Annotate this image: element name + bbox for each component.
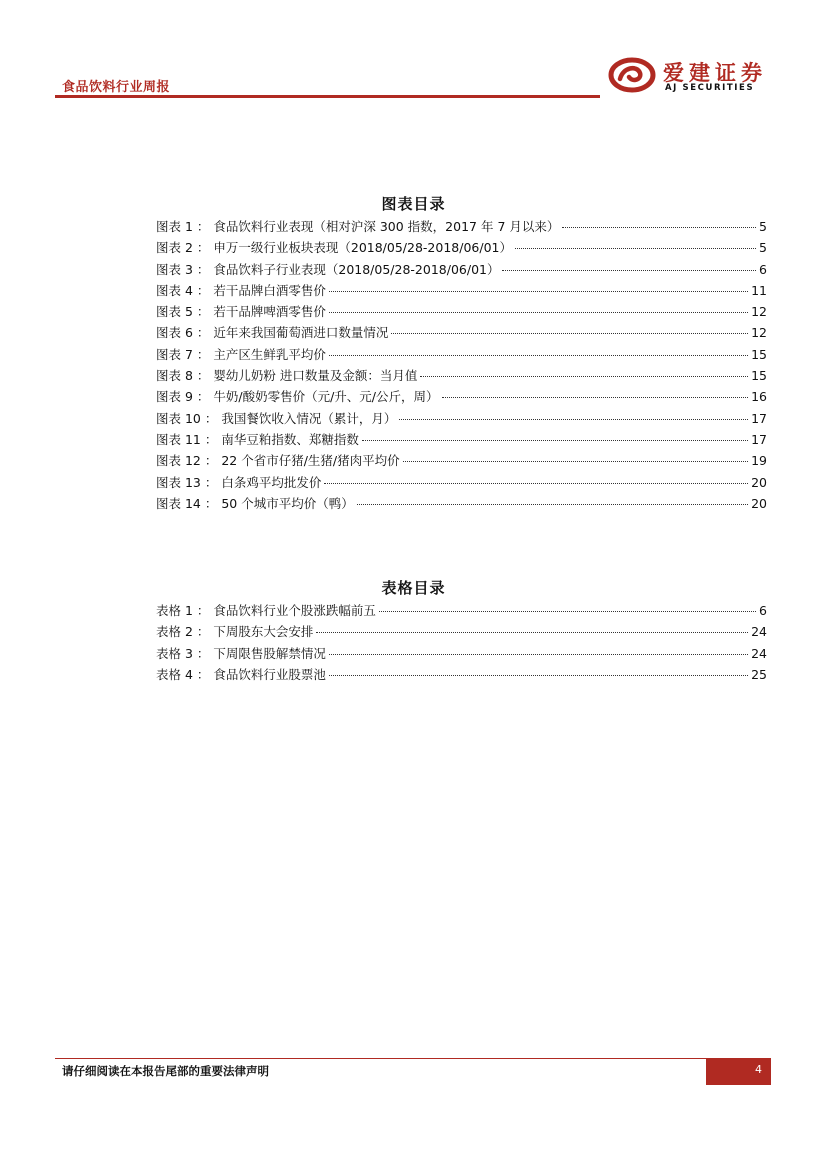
page-number-box <box>706 1059 771 1085</box>
figure-toc-list <box>156 216 767 514</box>
toc-entry-page: 15 <box>751 346 767 362</box>
toc-entry-label: 图表 9 ： 牛奶/酸奶零售价（元/升、元/公斤，周） <box>156 389 439 405</box>
toc-entry-label: 表格 3 ： 下周限售股解禁情况 <box>156 645 326 661</box>
toc-entry-page: 19 <box>751 453 767 469</box>
toc-entry-page: 16 <box>751 389 767 405</box>
toc-entry[interactable] <box>156 259 767 280</box>
toc-dot-leader <box>329 354 748 356</box>
toc-dot-leader <box>362 439 748 441</box>
toc-entry-page: 6 <box>759 261 767 277</box>
toc-entry-label: 图表 7 ： 主产区生鲜乳平均价 <box>156 346 326 362</box>
toc-dot-leader <box>515 247 756 249</box>
toc-entry[interactable] <box>156 450 767 471</box>
toc-dot-leader <box>391 332 748 334</box>
toc-dot-leader <box>399 418 748 420</box>
toc-entry-label: 图表 8 ： 婴幼儿奶粉 进口数量及金额：当月值 <box>156 368 418 384</box>
toc-entry[interactable] <box>156 621 767 642</box>
toc-dot-leader <box>329 674 748 676</box>
page-number: 4 <box>755 1063 762 1076</box>
toc-entry-page: 5 <box>759 240 767 256</box>
toc-entry-label: 图表 6 ： 近年来我国葡萄酒进口数量情况 <box>156 325 389 341</box>
toc-entry-label: 图表 13 ： 白条鸡平均批发价 <box>156 474 322 490</box>
toc-entry[interactable] <box>156 386 767 407</box>
toc-entry-label: 图表 14 ： 50 个城市平均价（鸭） <box>156 495 354 511</box>
toc-entry-label: 图表 3 ： 食品饮料子行业表现（2018/05/28-2018/06/01） <box>156 261 500 277</box>
table-toc-heading: 表格目录 <box>381 579 446 597</box>
toc-entry-page: 11 <box>751 282 767 298</box>
toc-entry[interactable] <box>156 600 767 621</box>
toc-dot-leader <box>329 311 748 313</box>
toc-entry-page: 5 <box>759 219 767 234</box>
toc-entry-page: 15 <box>751 368 767 384</box>
toc-entry[interactable] <box>156 365 767 386</box>
toc-entry-label: 图表 12 ： 22 个省市仔猪/生猪/猪肉平均价 <box>156 453 400 469</box>
toc-dot-leader <box>420 375 748 377</box>
footer-divider <box>55 1058 771 1059</box>
brand-name-cn: 爱建证券 <box>663 61 767 85</box>
brand-mark-icon <box>607 55 657 95</box>
toc-entry-label: 表格 4 ： 食品饮料行业股票池 <box>156 666 326 682</box>
toc-entry-page: 20 <box>751 495 767 511</box>
toc-entry[interactable] <box>156 408 767 429</box>
toc-dot-leader <box>357 503 748 505</box>
toc-dot-leader <box>442 396 749 398</box>
toc-entry[interactable] <box>156 344 767 365</box>
toc-entry[interactable] <box>156 664 767 685</box>
legal-disclaimer: 请仔细阅读在本报告尾部的重要法律声明 <box>62 1064 269 1078</box>
toc-entry-page: 20 <box>751 474 767 490</box>
table-toc-list <box>156 600 767 685</box>
toc-entry-label: 图表 4 ： 若干品牌白酒零售价 <box>156 282 326 298</box>
toc-dot-leader <box>379 610 756 612</box>
report-title: 食品饮料行业周报 <box>62 80 171 95</box>
toc-entry-page: 24 <box>751 645 767 661</box>
toc-dot-leader <box>316 631 748 633</box>
toc-entry-page: 24 <box>751 624 767 640</box>
toc-entry[interactable] <box>156 493 767 514</box>
toc-entry-page: 6 <box>759 603 767 618</box>
toc-dot-leader <box>329 290 748 292</box>
toc-dot-leader <box>403 460 748 462</box>
toc-entry-label: 图表 10 ： 我国餐饮收入情况（累计，月） <box>156 410 397 426</box>
toc-entry-page: 12 <box>751 325 767 341</box>
toc-entry[interactable] <box>156 301 767 322</box>
toc-entry[interactable] <box>156 643 767 664</box>
brand-name-en: AJ SECURITIES <box>665 83 755 93</box>
toc-entry[interactable] <box>156 322 767 343</box>
toc-dot-leader <box>329 653 748 655</box>
toc-entry-page: 25 <box>751 666 767 682</box>
toc-dot-leader <box>562 226 756 228</box>
toc-entry[interactable] <box>156 280 767 301</box>
toc-entry-label: 表格 2 ： 下周股东大会安排 <box>156 624 314 640</box>
toc-entry-label: 表格 1 ： 食品饮料行业个股涨跌幅前五 <box>156 603 376 618</box>
brand-logo <box>607 55 777 95</box>
toc-dot-leader <box>324 482 748 484</box>
toc-entry-label: 图表 5 ： 若干品牌啤酒零售价 <box>156 304 326 320</box>
toc-entry-page: 17 <box>751 431 767 447</box>
toc-entry-page: 12 <box>751 304 767 320</box>
toc-entry[interactable] <box>156 216 767 237</box>
figure-toc-heading: 图表目录 <box>381 195 446 213</box>
toc-entry-page: 17 <box>751 410 767 426</box>
toc-dot-leader <box>502 269 756 271</box>
toc-entry[interactable] <box>156 472 767 493</box>
toc-entry-label: 图表 1 ： 食品饮料行业表现（相对沪深 300 指数，2017 年 7 月以来） <box>156 219 560 234</box>
toc-entry-label: 图表 2 ： 申万一级行业板块表现（2018/05/28-2018/06/01） <box>156 240 512 256</box>
toc-entry-label: 图表 11 ： 南华豆粕指数、郑糖指数 <box>156 431 359 447</box>
toc-entry[interactable] <box>156 429 767 450</box>
toc-entry[interactable] <box>156 237 767 258</box>
header-divider <box>55 95 600 98</box>
